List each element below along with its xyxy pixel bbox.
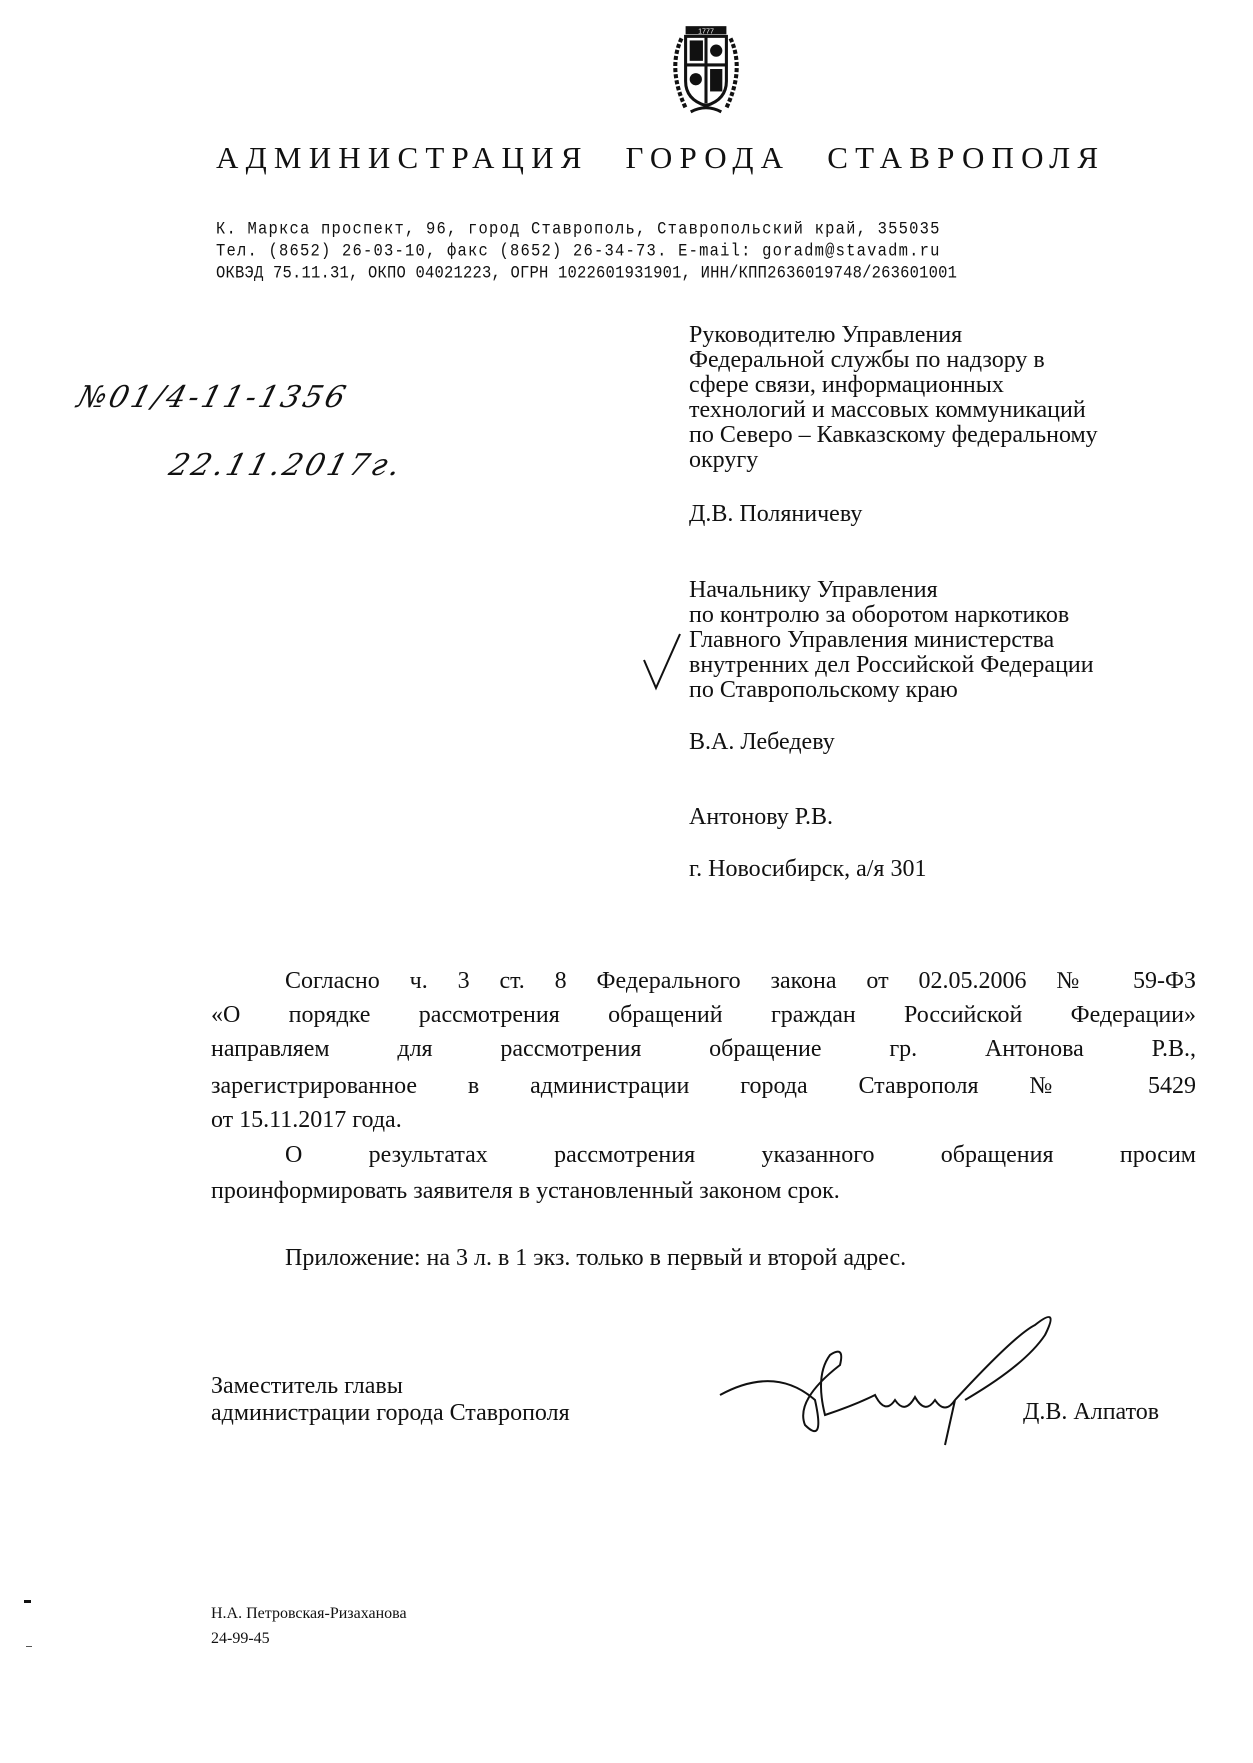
recipient-3-address: г. Новосибирск, а/я 301 [689,856,927,882]
executor-phone: 24-99-45 [211,1630,270,1647]
recipient-line: по Северо – Кавказскому федеральному [689,422,1098,448]
recipient-line: Начальнику Управления [689,577,938,603]
organization-title: АДМИНИСТРАЦИЯ ГОРОДА СТАВРОПОЛЯ [216,140,1106,175]
recipient-line: Главного Управления министерства [689,627,1055,653]
coat-of-arms-emblem [655,17,757,121]
recipient-line: округу [689,447,759,473]
handwritten-checkmark-icon [640,630,686,692]
recipient-line: Руководителю Управления [689,322,963,348]
body-line: от 15.11.2017 года. [211,1107,402,1133]
recipient-1-title [689,323,1098,473]
recipient-line: по контролю за оборотом наркотиков [689,602,1070,628]
body-line: проинформировать заявителя в установленный законом срок. [211,1178,840,1204]
executor-name: Н.А. Петровская-Ризаханова [211,1605,407,1622]
signer-name: Д.В. Алпатов [1023,1399,1160,1425]
recipient-2-name: В.А. Лебедеву [689,729,835,755]
recipient-3-name: Антонову Р.В. [689,804,834,830]
signer-position-line: администрации города Ставрополя [211,1400,570,1426]
attachment-note: Приложение: на 3 л. в 1 экз. только в первый и второй адрес. [285,1245,907,1271]
recipient-1-name: Д.В. Поляничеву [689,501,863,527]
scan-mark [26,1646,32,1647]
recipient-line: сфере связи, информационных [689,372,1004,398]
registry-codes-line: ОКВЭД 75.11.31, ОКПО 04021223, ОГРН 1022601931901, ИНН/КПП2636019748/263601001 [216,262,958,284]
signer-position [211,1373,570,1427]
recipient-line: технологий и массовых коммуникаций [689,397,1086,423]
recipient-line: Федеральной службы по надзору в [689,347,1045,373]
body-line: направляем для рассмотрения обращение гр. Антонова Р.В., [211,1036,1196,1062]
signer-position-line: Заместитель главы [211,1373,403,1399]
recipient-line: внутренних дел Российской Федерации [689,652,1094,678]
body-line: зарегистрированное в администрации города Ставрополя № 5429 [211,1073,1196,1099]
handwritten-date: 22.11.2017г. [165,448,408,483]
body-line: Согласно ч. 3 ст. 8 Федерального закона от 02.05.2006 № 59-ФЗ [285,968,1196,994]
address-line: К. Маркса проспект, 96, город Ставрополь, Ставропольский край, 355035 [216,218,941,240]
handwritten-signature [715,1305,1075,1455]
body-line: «О порядке рассмотрения обращений граждан Российской Федерации» [211,1002,1196,1028]
contacts-line: Тел. (8652) 26-03-10, факс (8652) 26-34-73. E-mail: goradm@stavadm.ru [216,240,941,262]
recipient-2-title [689,578,1094,703]
recipient-line: по Ставропольскому краю [689,677,958,703]
scan-mark [24,1600,31,1603]
emblem-year: 1777 [698,27,714,36]
body-line: О результатах рассмотрения указанного обращения просим [285,1142,1196,1168]
handwritten-outgoing-number: №01/4-11-1356 [73,380,353,415]
